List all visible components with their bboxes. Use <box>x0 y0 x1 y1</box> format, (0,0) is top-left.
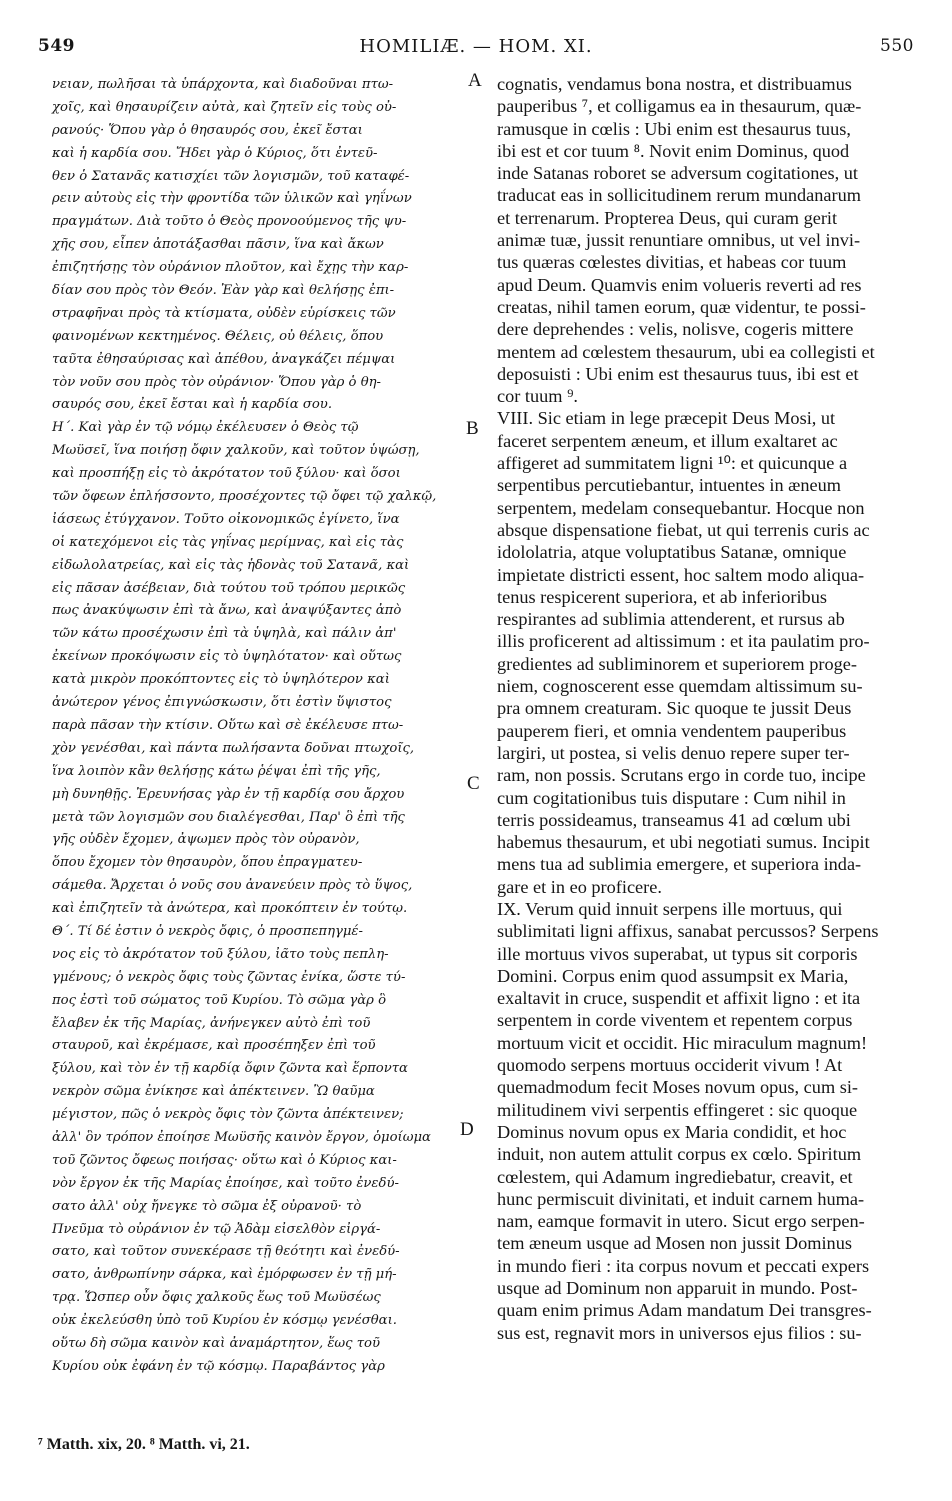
greek-text-line: εἰδωλολατρείας, καὶ εἰς τὰς ἡδονὰς τοῦ Σατανᾶ, καὶ <box>52 557 410 573</box>
latin-text-line: mens tua ad sublimia emergere, et superiora inda- <box>497 854 862 875</box>
latin-text-line: exaltavit in cruce, suspendit et affixit ligno : et ita <box>497 988 861 1009</box>
running-header-title: HOMILIÆ. — HOM. XI. <box>359 36 593 57</box>
greek-text-line: Θ΄. Τί δέ ἐστιν ὁ νεκρὸς ὄφις, ὁ προσπεπηγμέ- <box>52 923 363 939</box>
greek-text-line: σατο, ἀνθρωπίνην σάρκα, καὶ ἐμόρφωσεν ἐν τῇ μή- <box>52 1267 397 1283</box>
greek-text-line: καὶ ἡ καρδία σου. Ἤδει γὰρ ὁ Κύριος, ὅτι ἐντεῦ- <box>52 145 378 161</box>
greek-text-line: ρανούς· Ὅπου γὰρ ὁ θησαυρός σου, ἐκεῖ ἔσται <box>52 122 363 138</box>
latin-text-line: tem æneum usque ad Mosen non jussit Dominus <box>497 1233 852 1254</box>
greek-column <box>52 74 455 1379</box>
greek-text-line: παρὰ πᾶσαν τὴν κτίσιν. Οὕτω καὶ σὲ ἐκέλευσε πτω- <box>52 717 404 733</box>
greek-text-line: κατὰ μικρὸν προκόπτοντες εἰς τὸ ὑψηλότερον καὶ <box>52 672 390 688</box>
greek-text-line: ρειν αὐτοὺς εἰς τὴν φροντίδα τῶν ὑλικῶν καὶ γηΐνων <box>52 191 412 207</box>
latin-text-line: animæ tuæ, jussit renuntiare omnibus, ut vel invi- <box>497 230 861 251</box>
latin-text-line: usque ad Dominum non apparuit in mundo. Post- <box>497 1278 858 1299</box>
greek-text-line: τῶν ὄφεων ἐπλήσσοντο, προσέχοντες τῷ ὄφει τῷ χαλκῷ, <box>52 489 437 505</box>
greek-text-line: ἐκείνων προκόψωσιν εἰς τὸ ὑψηλότατον· καὶ οὕτως <box>52 649 402 665</box>
latin-text-line: ille mortuus vivos superabat, ut typus sit corporis <box>497 943 858 964</box>
latin-text-line: pauperem fieri, et omnia vendentem pauperibus <box>497 720 847 741</box>
latin-text-line: respirantes ad sublimia attenderent, et rursus ab <box>497 609 845 630</box>
latin-text-line: largiri, ut postea, si velis denuo repere super ter- <box>497 742 850 763</box>
greek-text-line: ταῦτα ἐθησαύρισας καὶ ἀπέθου, ἀναγκάζει πέμψαι <box>52 351 396 367</box>
greek-text-line: μέγιστον, πῶς ὁ νεκρὸς ὄφις τὸν ζῶντα ἀπέκτεινεν; <box>52 1107 404 1123</box>
latin-text-line: traducat eas in sollicitudinem rerum mundanarum <box>497 185 861 206</box>
latin-text-line: pra omnem creaturam. Sic quoque te jussit Deus <box>497 698 852 719</box>
greek-text-line: φαινομένων κεκτημένος. Θέλεις, οὐ θέλεις, ὅπου <box>52 328 384 344</box>
greek-text-line: μὴ δυνηθῇς. Ἐρευνήσας γὰρ ἐν τῇ καρδίᾳ σου ἄρχου <box>52 786 405 802</box>
greek-text-line: ἐπιζητήσῃς τὸν οὐράνιον πλοῦτον, καὶ ἔχῃς τὴν καρ- <box>52 260 409 276</box>
right-page-number: 550 <box>880 36 914 56</box>
latin-text-line: IX. Verum quid innuit serpens ille mortuus, qui <box>497 898 843 919</box>
greek-text-line: Μωϋσεῖ, ἵνα ποιήσῃ ὄφιν χαλκοῦν, καὶ τοῦτον ὑψώσῃ, <box>52 443 420 459</box>
latin-text-line: serpentibus percutiebantur, intuentes in æneum <box>497 475 841 496</box>
greek-text-line: σατο ἀλλ' οὐχ ἤνεγκε τὸ σῶμα ἐξ οὐρανοῦ· τὸ <box>52 1198 362 1214</box>
latin-text-line: cor tuum ⁹. <box>497 386 579 407</box>
latin-text-line: nam, eamque formavit in utero. Sicut ergo serpen- <box>497 1211 865 1232</box>
greek-text-line: νὸν ἔργον ἐκ τῆς Μαρίας ἐποίησε, καὶ τοῦτο ἐνεδύ- <box>52 1175 399 1191</box>
greek-text-line: ἔλαβεν ἐκ τῆς Μαρίας, ἀνήνεγκεν αὐτὸ ἐπὶ τοῦ <box>52 1015 371 1031</box>
latin-text-line: mentem ad cœlestem thesaurum, ubi ea collegisti et <box>497 341 875 362</box>
greek-text-line: σαυρός σου, ἐκεῖ ἔσται καὶ ἡ καρδία σου. <box>52 397 333 413</box>
section-letter-d: D <box>460 1119 474 1140</box>
latin-text-line: quam enim primus Adam mandatum Dei transgres- <box>497 1300 872 1321</box>
latin-text-line: in mundo fieri : ita corpus novum et peccati expers <box>497 1255 870 1276</box>
latin-text-line: affigeret ad summitatem ligni ¹⁰: et quicunque a <box>497 453 848 474</box>
latin-text-line: habemus thesaurum, et ubi negotiati sumus. Incipit <box>497 832 870 853</box>
greek-text-line: γῆς οὐδὲν ἔχομεν, ἀψωμεν πρὸς τὸν οὐρανὸν, <box>52 832 360 848</box>
latin-text-line: Dominus novum opus ex Maria condidit, et hoc <box>497 1121 847 1142</box>
latin-text-line: induit, non autem attulit corpus ex cœlo. Spiritum <box>497 1144 862 1165</box>
greek-text-line: ἀλλ' ὃν τρόπον ἐποίησε Μωϋσῆς καινὸν ἔργον, ὁμοίωμα <box>52 1129 431 1145</box>
latin-text-line: cognatis, vendamus bona nostra, et distribuamus <box>497 74 852 94</box>
greek-text-line: Η΄. Καὶ γὰρ ἐν τῷ νόμῳ ἐκέλευσεν ὁ Θεὸς τῷ <box>52 420 359 436</box>
latin-text-line: impietate districti essent, hoc saltem modo aliqua- <box>497 564 865 585</box>
greek-text-line: καὶ ἐπιζητεῖν τὰ ἀνώτερα, καὶ προκόπτειν ἐν τούτῳ. <box>52 901 408 917</box>
latin-text-line: militudinem vivi serpentis effingeret : sic quoque <box>497 1099 858 1120</box>
latin-text-line: illis proficerent ad altissimum : et ita paulatim pro- <box>497 631 870 652</box>
latin-text-line: cœlestem, qui Adamum ingrediebatur, creavit, et <box>497 1166 853 1187</box>
latin-text-line: sus est, regnavit mors in universos ejus filios : su- <box>497 1322 862 1343</box>
latin-text-line: dere deprehendes : velis, nolisve, cogeris mittere <box>497 319 854 340</box>
greek-text-line: γμένους; ὁ νεκρὸς ὄφις τοὺς ζῶντας ἐνίκα, ὥστε τύ- <box>52 969 406 985</box>
greek-text-line: ξύλου, καὶ τὸν ἐν τῇ καρδίᾳ ὄφιν ζῶντα καὶ ἕρποντα <box>52 1061 408 1077</box>
latin-text-line: tenus respicerent superiora, et ab inferioribus <box>497 586 827 607</box>
latin-text-line: absque dispensatione fiebat, ut qui terrenis curis ac <box>497 519 870 540</box>
greek-text-line: σταυροῦ, καὶ ἐκρέμασε, καὶ προσέπηξεν ἐπὶ τοῦ <box>52 1038 376 1054</box>
greek-text-line: οὕτω δὴ σῶμα καινὸν καὶ ἀναμάρτητον, ἕως τοῦ <box>52 1335 381 1351</box>
footnotes: ⁷ Matth. xix, 20. ⁸ Matth. vi, 21. <box>38 1436 250 1453</box>
latin-text-line: creatas, nihil tamen eorum, quæ videntur, te possi- <box>497 296 866 317</box>
greek-text-line: θεν ὁ Σατανᾶς κατισχίει τῶν λογισμῶν, τοῦ καταφέ- <box>52 168 410 184</box>
latin-text-line: ramusque in cœlis : Ubi enim est thesaurus tuus, <box>497 118 851 139</box>
latin-text-line: niem, cognoscerent esse quemdam altissimum su- <box>497 676 863 697</box>
latin-text-line: quomodo serpens mortuus occiderit vivum ! At <box>497 1055 843 1076</box>
latin-text-line: quemadmodum fecit Moses novum opus, cum si- <box>497 1077 859 1098</box>
latin-text-line: Domini. Corpus enim quod assumpsit ex Maria, <box>497 965 849 986</box>
greek-text-line: Κυρίου οὐκ ἐφάνη ἐν τῷ κόσμῳ. Παραβάντος γὰρ <box>52 1358 385 1374</box>
greek-text-line: καὶ προσπήξῃ εἰς τὸ ἀκρότατον τοῦ ξύλου· καὶ ὅσοι <box>52 466 401 482</box>
greek-text-line: πως ἀνακύψωσιν ἐπὶ τὰ ἄνω, καὶ ἀναψύξαντες ἀπὸ <box>52 603 402 619</box>
greek-text-line: χῆς σου, εἶπεν ἀποτάξασθαι πᾶσιν, ἵνα καὶ ἄκων <box>52 237 384 253</box>
section-letter-b: B <box>466 418 479 439</box>
greek-text-line: νειαν, πωλῆσαι τὰ ὑπάρχοντα, καὶ διαδοῦναι πτω- <box>52 77 394 92</box>
section-letter-c: C <box>467 773 480 794</box>
latin-text-line: apud Deum. Quamvis enim volueris reverti ad res <box>497 274 862 295</box>
latin-text-line: sublimitati ligni affixus, sanabat percussos? Serpens <box>497 921 879 942</box>
greek-text-line: πος ἐστὶ τοῦ σώματος τοῦ Κυρίου. Τὸ σῶμα γὰρ ὃ <box>52 992 387 1008</box>
latin-text-line: gare et in eo proficere. <box>497 876 662 897</box>
greek-text-line: νεκρὸν σῶμα ἐνίκησε καὶ ἀπέκτεινεν. Ὢ θαῦμα <box>52 1084 375 1100</box>
latin-column <box>497 73 917 1344</box>
latin-text-line: gredientes ad subliminorem et superiorem proge- <box>497 653 857 674</box>
latin-text-line: tus quæras cœlestes divitias, et habeas cor tuum <box>497 252 847 273</box>
greek-text-line: Πνεῦμα τὸ οὐράνιον ἐν τῷ Ἀδὰμ εἰσελθὸν εἰργά- <box>52 1221 381 1237</box>
left-page-number: 549 <box>38 36 75 56</box>
latin-text-line: pauperibus ⁷, et colligamus ea in thesaurum, quæ- <box>497 96 862 117</box>
latin-text-line: serpentem in corde viventem et repentem corpus <box>497 1010 853 1031</box>
greek-text-line: τρᾳ. Ὥσπερ οὖν ὄφις χαλκοῦς ἕως τοῦ Μωϋσέως <box>52 1290 381 1306</box>
greek-text-line: δίαν σου πρὸς τὸν Θεόν. Ἐὰν γὰρ καὶ θελήσῃς ἐπι- <box>52 283 395 299</box>
greek-text-line: σατο, καὶ τοῦτον συνεκέρασε τῇ θεότητι καὶ ἐνεδύ- <box>52 1244 400 1260</box>
latin-text-line: et terrenarum. Propterea Deus, qui curam gerit <box>497 207 838 228</box>
greek-text-line: πραγμάτων. Διὰ τοῦτο ὁ Θεὸς προνοούμενος τῆς ψυ- <box>52 214 407 230</box>
greek-text-line: τῶν κάτω προσέχωσιν ἐπὶ τὰ ὑψηλὰ, καὶ πάλιν ἀπ' <box>52 626 397 642</box>
latin-text-line: idololatria, atque voluptatibus Satanæ, omnique <box>497 542 847 563</box>
latin-text-line: hunc permiscuit divinitati, et induit carnem huma- <box>497 1188 865 1209</box>
latin-text-line: terris possideamus, transeamus 41 ad cœlum ubi <box>497 809 851 830</box>
greek-text-line: ἵνα λοιπὸν κἂν θελήσῃς κάτω ῥέψαι ἐπὶ τῆς γῆς, <box>52 763 381 779</box>
greek-text-line: ἀνώτερον γένος ἐπιγνώσκωσιν, ὅτι ἐστὶν ὕψιστος <box>52 695 392 711</box>
greek-text-line: τοῦ ζῶντος ὄφεως ποιήσας· οὕτω καὶ ὁ Κύριος και- <box>52 1152 397 1168</box>
greek-text-line: χὸν γενέσθαι, καὶ πάντα πωλήσαντα δοῦναι πτωχοῖς, <box>52 740 415 756</box>
latin-text-line: ram, non possis. Scrutans ergo in corde tuo, incipe <box>497 765 866 786</box>
greek-text-line: στραφῆναι πρὸς τὰ κτίσματα, οὐδὲν εὑρίσκεις τῶν <box>52 305 396 321</box>
greek-text-line: τὸν νοῦν σου πρὸς τὸν οὐράνιον· Ὅπου γὰρ ὁ θη- <box>52 374 381 390</box>
greek-text-line: οἱ κατεχόμενοι εἰς τὰς γηΐνας μερίμνας, καὶ εἰς τὰς <box>52 534 404 550</box>
greek-text-line: χοῖς, καὶ θησαυρίζειν αὐτὰ, καὶ ζητεῖν εἰς τοὺς οὐ- <box>52 99 397 115</box>
latin-text-line: faceret serpentem æneum, et illum exaltaret ac <box>497 430 838 451</box>
latin-text-line: VIII. Sic etiam in lege præcepit Deus Mosi, ut <box>497 408 836 429</box>
latin-text-line: mortuum vicit et occidit. Hic miraculum magnum! <box>497 1032 868 1053</box>
latin-text-line: serpentem, medelam consequebantur. Hocque non <box>497 497 865 518</box>
greek-text-line: ὅπου ἔχομεν τὸν θησαυρὸν, ὅπου ἐπραγματευ- <box>52 855 363 871</box>
greek-text-line: σάμεθα. Ἄρχεται ὁ νοῦς σου ἀνανεύειν πρὸς τὸ ὕψος, <box>52 878 413 894</box>
latin-text-line: deposuisti : Ubi enim est thesaurus tuus, ibi est et <box>497 363 859 384</box>
greek-text-line: οὐκ ἐκελεύσθη ὑπὸ τοῦ Κυρίου ἐν κόσμῳ γενέσθαι. <box>52 1313 397 1329</box>
latin-text-line: inde Satanas roboret se adversum cogitationes, ut <box>497 163 858 184</box>
greek-text-line: μετὰ τῶν λογισμῶν σου διαλέγεσθαι, Παρ' ὃ ἐπὶ τῆς <box>52 809 405 825</box>
latin-text-line: cum cogitationibus tuis disputare : Cum nihil in <box>497 787 846 808</box>
section-letter-a: A <box>468 70 482 91</box>
latin-text-line: ibi est et cor tuum ⁸. Novit enim Dominus, quod <box>497 140 850 161</box>
greek-text-line: ἰάσεως ἐτύγχανον. Τοῦτο οἰκονομικῶς ἐγίνετο, ἵνα <box>52 511 400 527</box>
greek-text-line: νος εἰς τὸ ἀκρότατον τοῦ ξύλου, ἰᾶτο τοὺς πεπλη- <box>52 946 389 962</box>
greek-text-line: εἰς πᾶσαν ἀσέβειαν, διὰ τούτου τοῦ τρόπου μερικῶς <box>52 580 406 596</box>
